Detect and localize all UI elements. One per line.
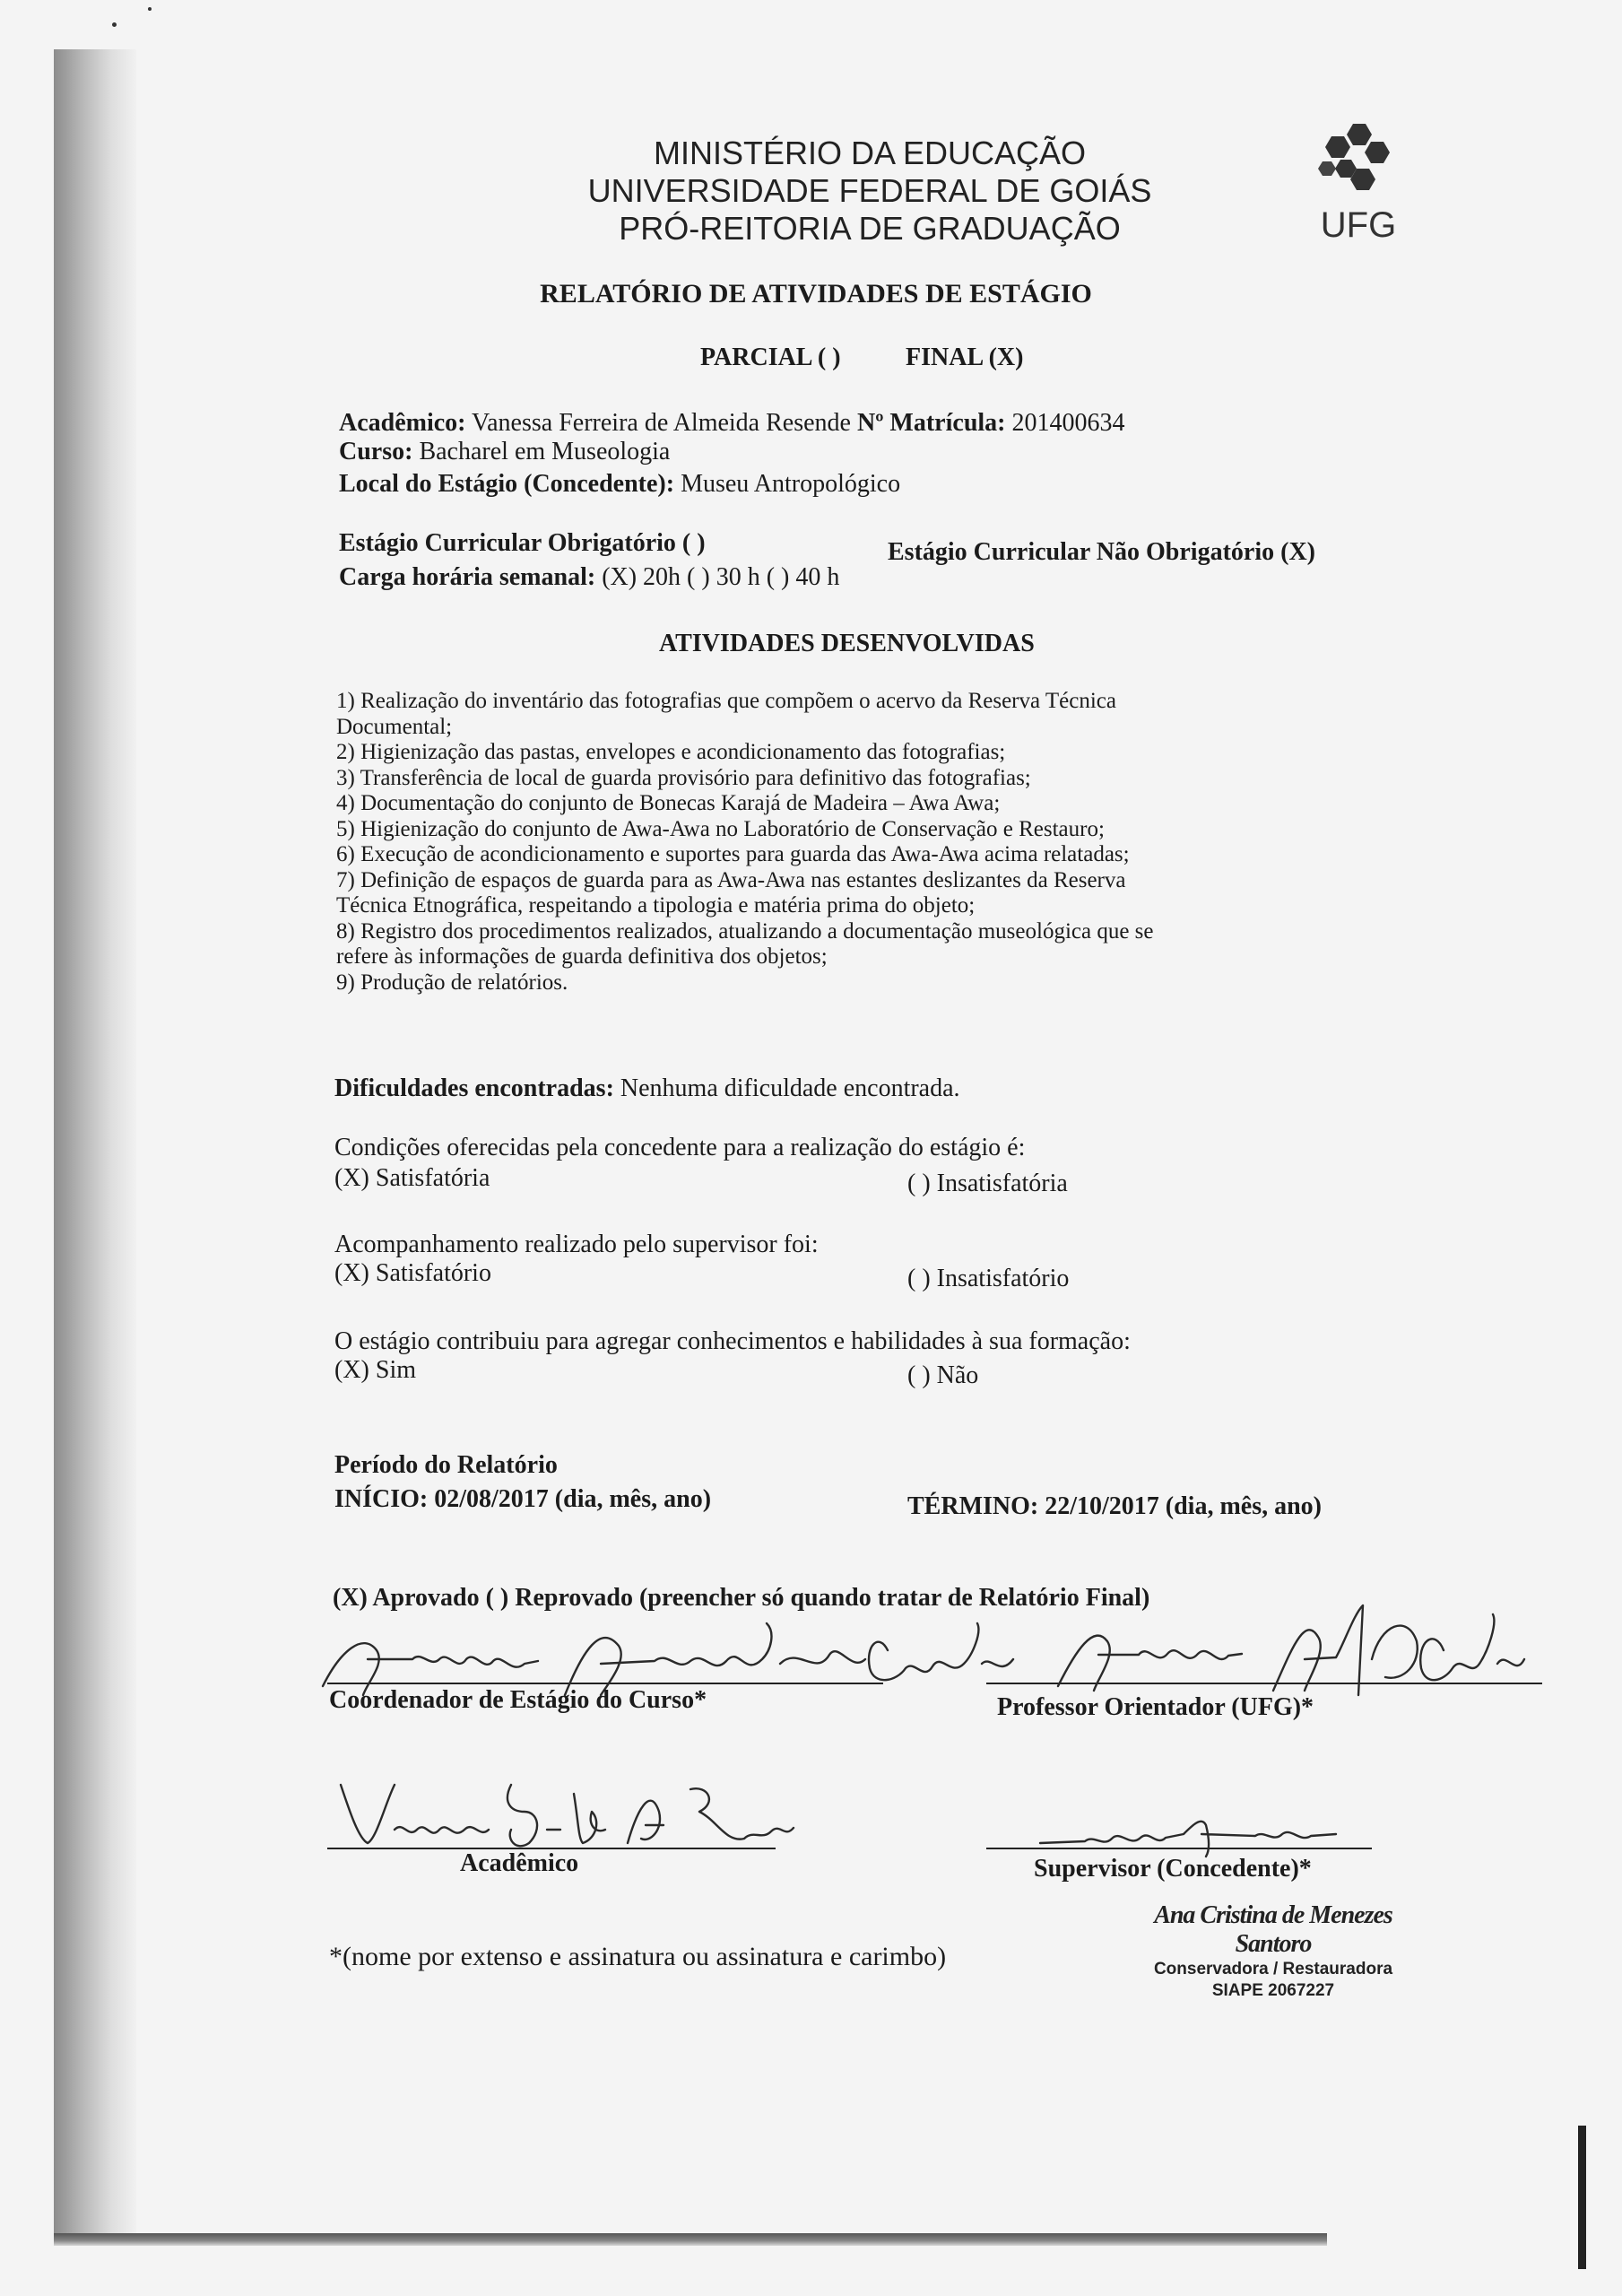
professor-caption: Professor Orientador (UFG)* [997,1693,1314,1721]
matricula-label: Nº Matrícula: [856,409,1006,437]
scan-edge-shadow [54,49,136,2238]
ufg-logo-text: UFG [1320,205,1397,245]
condicoes-satisfatoria: (X) Satisfatória [334,1164,490,1192]
report-title: RELATÓRIO DE ATIVIDADES DE ESTÁGIO [540,279,1092,309]
acompanhamento-satisfatorio: (X) Satisfatório [334,1259,491,1287]
carga-value: (X) 20h ( ) 30 h ( ) 40 h [602,563,840,591]
local-label: Local do Estágio (Concedente): [339,470,675,498]
supervisor-signature [1031,1807,1390,1861]
supervisor-stamp [1139,1901,1408,2002]
activity-line: Técnica Etnográfica, respeitando a tipologia e matéria prima do objeto; [336,893,976,918]
stamp-name: Ana Cristina de Menezes Santoro [1154,1901,1392,1958]
scan-right-mark [1578,2126,1586,2269]
dificuldades-row [334,1074,960,1103]
curso-value: Bacharel em Museologia [419,438,671,465]
header-university: UNIVERSIDADE FEDERAL DE GOIÁS [587,172,1152,209]
curso-label: Curso: [339,438,413,465]
report-type-parcial: PARCIAL ( ) [700,344,841,371]
header-prograd: PRÓ-REITORIA DE GRADUAÇÃO [619,210,1121,247]
scan-speck [148,7,152,11]
estagio-nao-obrigatorio: Estágio Curricular Não Obrigatório (X) [888,538,1315,566]
periodo-termino: TÉRMINO: 22/10/2017 (dia, mês, ano) [907,1492,1322,1520]
scan-speck [112,22,117,27]
acompanhamento-insatisfatorio: ( ) Insatisfatório [907,1265,1070,1292]
coordenador-caption: Coordenador de Estágio do Curso* [329,1686,707,1714]
academico-row [339,409,1125,438]
academico-label: Acadêmico: [339,409,466,437]
acompanhamento-question: Acompanhamento realizado pelo supervisor foi: [334,1231,819,1258]
periodo-inicio: INÍCIO: 02/08/2017 (dia, mês, ano) [334,1485,712,1513]
estagio-obrigatorio: Estágio Curricular Obrigatório ( ) [339,529,706,557]
stamp-role: Conservadora / Restauradora [1153,1960,1393,1979]
periodo-label: Período do Relatório [334,1451,558,1479]
contribuicao-nao: ( ) Não [907,1361,979,1389]
report-type-final: FINAL (X) [906,344,1024,371]
scan-bottom-shadow [54,2233,1327,2246]
activity-line: 2) Higienização das pastas, envelopes e acondicionamento das fotografias; [336,740,1006,764]
activity-line: 3) Transferência de local de guarda provisório para definitivo das fotografias; [336,765,1031,790]
carga-row [339,563,839,592]
activity-line: refere às informações de guarda definitiva dos objetos; [336,944,828,969]
condicoes-insatisfatoria: ( ) Insatisfatória [907,1170,1068,1197]
matricula-value: 201400634 [1011,409,1125,437]
footnote: *(nome por extenso e assinatura ou assinatura e carimbo) [329,1942,947,1971]
contribuicao-sim: (X) Sim [334,1356,416,1384]
dificuldades-value: Nenhuma dificuldade encontrada. [620,1074,960,1102]
header-ministry: MINISTÉRIO DA EDUCAÇÃO [653,135,1087,171]
stamp-siape: SIAPE 2067227 [1211,1981,1335,2000]
local-row [339,470,900,499]
activity-line: Documental; [336,714,453,739]
activity-line: 8) Registro dos procedimentos realizados, atualizando a documentação museológica que se [336,918,1154,944]
dificuldades-label: Dificuldades encontradas: [334,1074,614,1102]
activity-line: 6) Execução de acondicionamento e suportes para guarda das Awa-Awa acima relatadas; [336,842,1130,866]
local-value: Museu Antropológico [681,470,901,498]
ufg-logo-icon [1305,117,1412,206]
activity-line: 7) Definição de espaços de guarda para as Awa-Awa nas estantes deslizantes da Reserva [336,867,1126,892]
academico-value: Vanessa Ferreira de Almeida Resende [472,409,851,437]
activity-line: 9) Produção de relatórios. [336,970,568,995]
activity-line: 1) Realização do inventário das fotografias que compõem o acervo da Reserva Técnica [336,689,1116,713]
activity-line: 4) Documentação do conjunto de Bonecas Karajá de Madeira – Awa Awa; [336,791,1001,815]
activity-line: 5) Higienização do conjunto de Awa-Awa no Laboratório de Conservação e Restauro; [336,816,1105,841]
activities-list [336,689,1154,996]
supervisor-caption: Supervisor (Concedente)* [1034,1855,1312,1883]
aprovacao-line: (X) Aprovado ( ) Reprovado (preencher só quando tratar de Relatório Final) [333,1584,1150,1612]
activities-heading: ATIVIDADES DESENVOLVIDAS [659,630,1035,657]
curso-row [339,438,670,466]
contribuicao-question: O estágio contribuiu para agregar conhecimentos e habilidades à sua formação: [334,1327,1131,1355]
ufg-logo [1305,117,1412,245]
condicoes-question: Condições oferecidas pela concedente para a realização do estágio é: [334,1134,1026,1161]
academico-signature [332,1758,798,1857]
academico-caption: Acadêmico [460,1849,579,1877]
carga-label: Carga horária semanal: [339,563,596,591]
